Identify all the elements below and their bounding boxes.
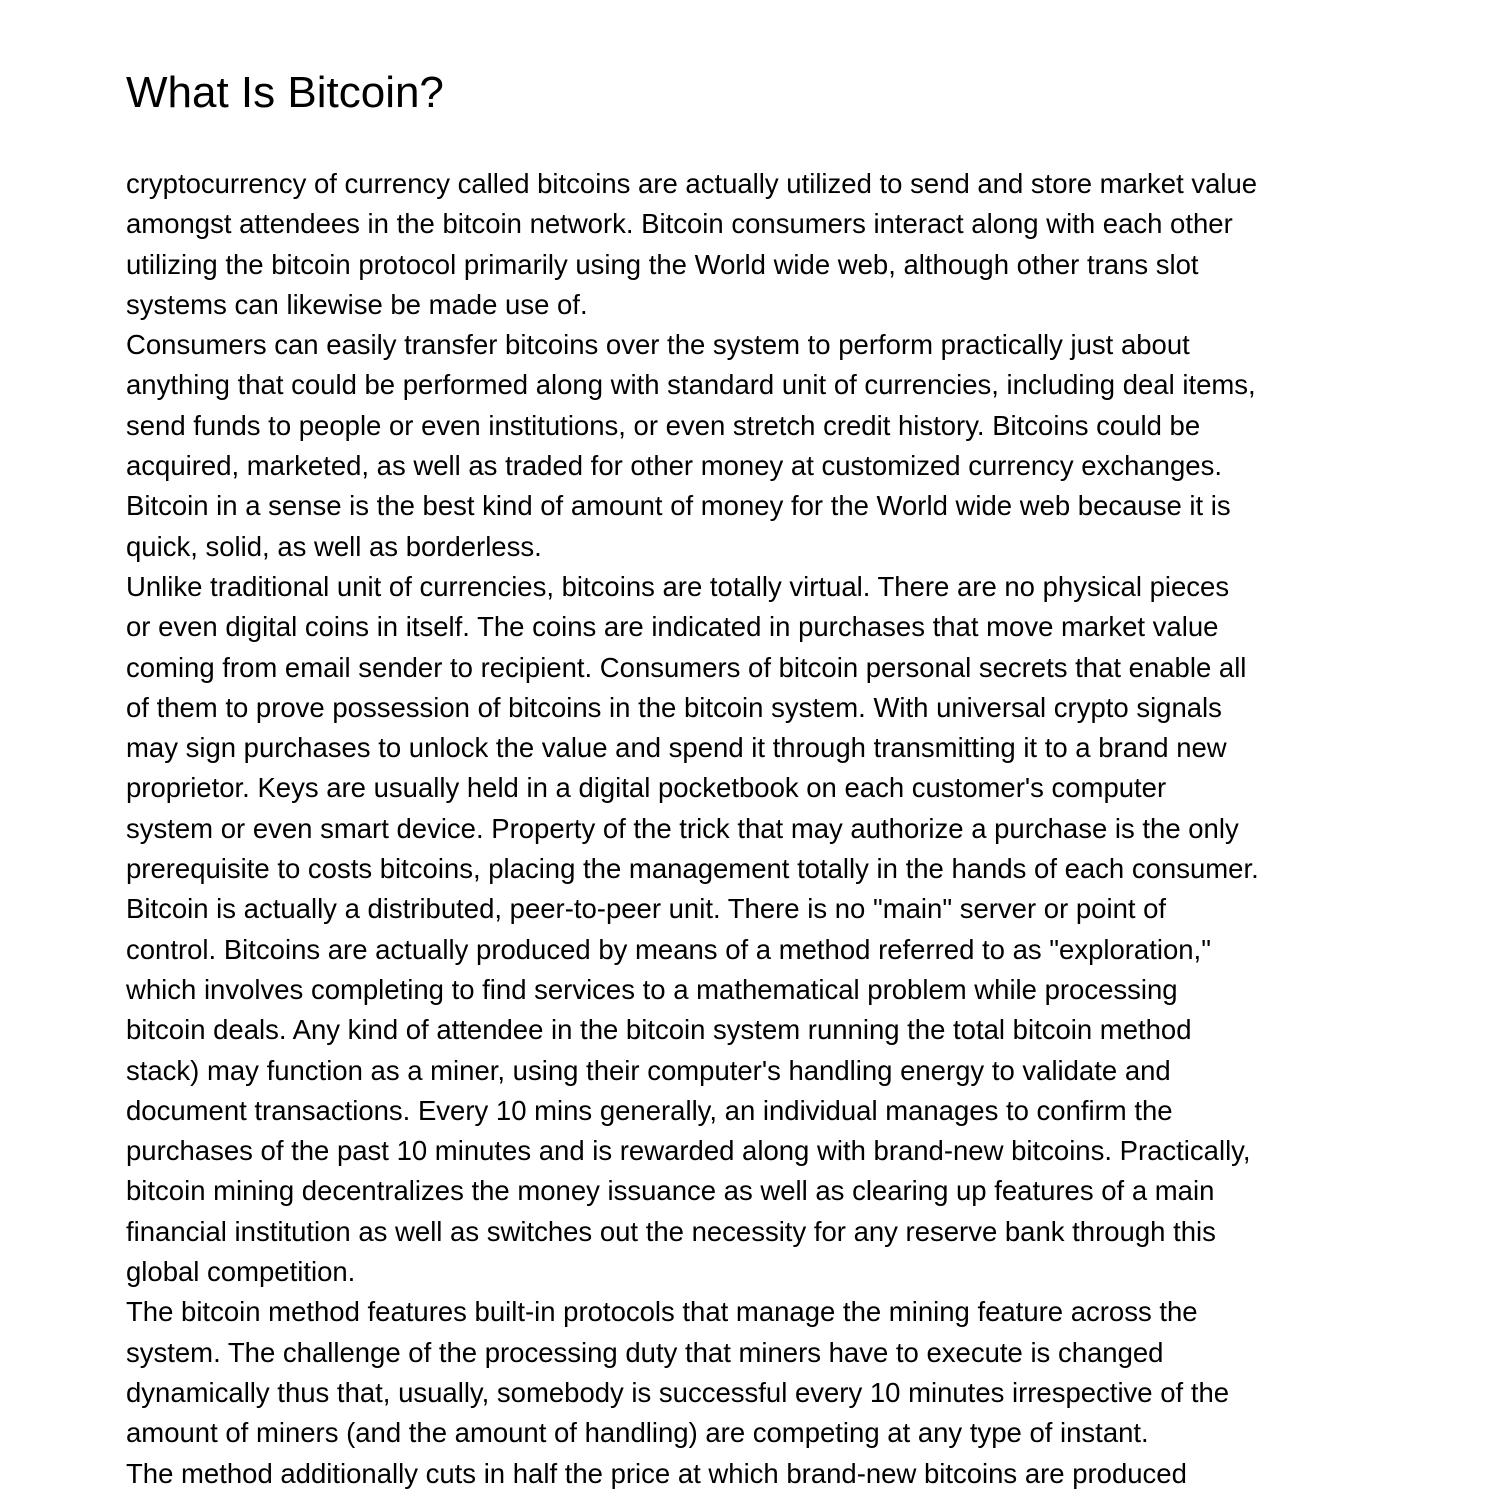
paragraph bbox=[126, 1292, 1259, 1453]
text-line: stack) may function as a miner, using their computer's handling energy to validate and bbox=[126, 1054, 1171, 1086]
text-line: acquired, marketed, as well as traded for other money at customized currency exchanges. bbox=[126, 450, 1222, 482]
text-line: Consumers can easily transfer bitcoins over the system to perform practically just about bbox=[126, 329, 1190, 361]
text-line: bitcoin deals. Any kind of attendee in the bitcoin system running the total bitcoin method bbox=[126, 1014, 1192, 1046]
text-line: utilizing the bitcoin protocol primarily using the World wide web, although other trans slot bbox=[126, 248, 1199, 280]
text-line: dynamically thus that, usually, somebody is successful every 10 minutes irrespective of the bbox=[126, 1376, 1230, 1408]
text-line: cryptocurrency of currency called bitcoins are actually utilized to send and store market value bbox=[126, 168, 1258, 199]
text-line: quick, solid, as well as borderless. bbox=[126, 530, 542, 562]
text-line: send funds to people or even institutions, or even stretch credit history. Bitcoins could be bbox=[126, 409, 1201, 441]
document-body bbox=[126, 164, 1259, 1494]
paragraph bbox=[126, 325, 1259, 567]
text-line: Bitcoin in a sense is the best kind of amount of money for the World wide web because it is bbox=[126, 490, 1231, 522]
text-line: The bitcoin method features built-in protocols that manage the mining feature across the bbox=[126, 1296, 1198, 1328]
text-line: of them to prove possession of bitcoins in the bitcoin system. With universal crypto signals bbox=[126, 691, 1222, 723]
text-line: Unlike traditional unit of currencies, bitcoins are totally virtual. There are no physical pieces bbox=[126, 570, 1230, 602]
text-line: prerequisite to costs bitcoins, placing the management totally in the hands of each consumer. bbox=[126, 853, 1259, 885]
text-line: Bitcoin is actually a distributed, peer-to-peer unit. There is no "main" server or point of bbox=[126, 893, 1167, 925]
text-line: proprietor. Keys are usually held in a digital pocketbook on each customer's computer bbox=[126, 772, 1167, 804]
text-line: amongst attendees in the bitcoin network. Bitcoin consumers interact along with each other bbox=[126, 208, 1233, 240]
text-line: system. The challenge of the processing duty that miners have to execute is changed bbox=[126, 1336, 1164, 1368]
text-line: bitcoin mining decentralizes the money issuance as well as clearing up features of a main bbox=[126, 1175, 1215, 1207]
paragraph bbox=[126, 889, 1259, 1292]
text-line: systems can likewise be made use of. bbox=[126, 288, 588, 320]
text-line: or even digital coins in itself. The coins are indicated in purchases that move market value bbox=[126, 611, 1219, 643]
paragraph bbox=[126, 567, 1259, 889]
text-line: financial institution as well as switches out the necessity for any reserve bank through this bbox=[126, 1215, 1216, 1247]
text-line: coming from email sender to recipient. Consumers of bitcoin personal secrets that enable all bbox=[126, 651, 1247, 683]
page-title: What Is Bitcoin? bbox=[126, 68, 444, 117]
text-line: control. Bitcoins are actually produced by means of a method referred to as "exploration," bbox=[126, 933, 1211, 965]
text-line: may sign purchases to unlock the value and spend it through transmitting it to a brand new bbox=[126, 732, 1227, 764]
text-line: system or even smart device. Property of the trick that may authorize a purchase is the only bbox=[126, 812, 1239, 844]
text-line: anything that could be performed along with standard unit of currencies, including deal items, bbox=[126, 369, 1256, 401]
text-line: document transactions. Every 10 mins generally, an individual manages to confirm the bbox=[126, 1094, 1173, 1126]
paragraph bbox=[126, 164, 1259, 325]
text-line: The method additionally cuts in half the price at which brand-new bitcoins are produced bbox=[126, 1457, 1187, 1489]
text-line: which involves completing to find services to a mathematical problem while processing bbox=[126, 973, 1178, 1005]
text-line: purchases of the past 10 minutes and is rewarded along with brand-new bitcoins. Practically, bbox=[126, 1135, 1251, 1167]
text-line: global competition. bbox=[126, 1256, 356, 1288]
paragraph bbox=[126, 1454, 1259, 1494]
text-line: amount of miners (and the amount of handling) are competing at any type of instant. bbox=[126, 1417, 1149, 1449]
